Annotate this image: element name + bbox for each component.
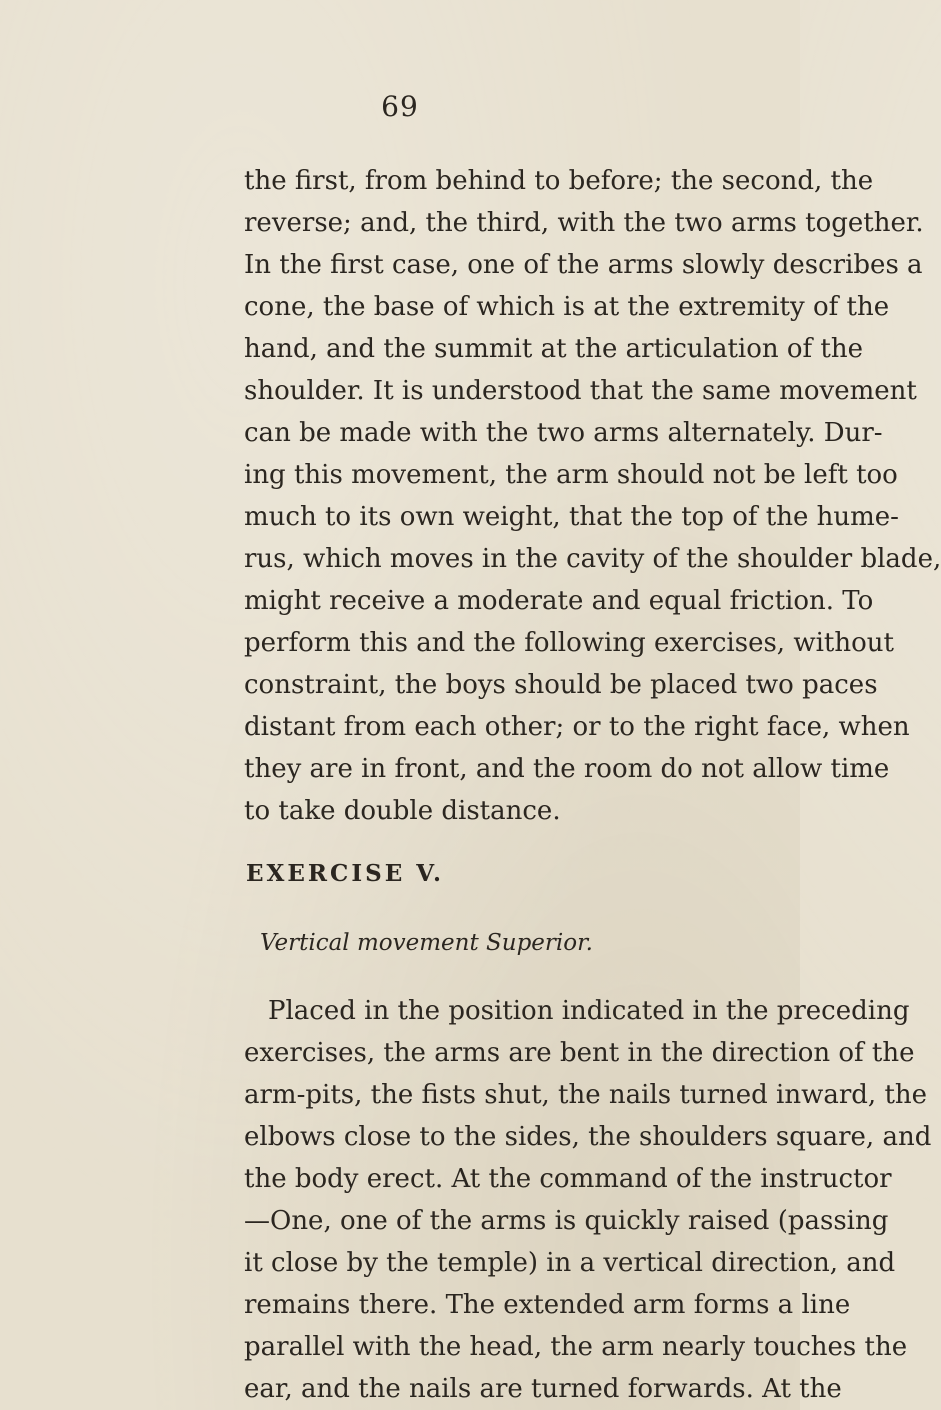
text-line: distant from each other; or to the right face, when (244, 712, 910, 742)
text-line: cone, the base of which is at the extremity of the (244, 292, 890, 322)
text-line: to take double distance. (244, 796, 561, 826)
text-line: the first, from behind to before; the second, the (244, 166, 874, 196)
text-line: much to its own weight, that the top of the hume- (244, 502, 899, 532)
text-line: hand, and the summit at the articulation of the (244, 334, 864, 364)
text-line: remains there. The extended arm forms a line (244, 1290, 851, 1320)
text-line: might receive a moderate and equal friction. To (244, 586, 874, 616)
text-line: ing this movement, the arm should not be left too (244, 460, 898, 490)
text-line: can be made with the two arms alternately. Dur- (244, 418, 883, 448)
exercise-subheading: Vertical movement Superior. (260, 930, 593, 956)
text-line: —One, one of the arms is quickly raised (passing (244, 1206, 889, 1236)
text-line: perform this and the following exercises, without (244, 628, 894, 658)
text-line: they are in front, and the room do not allow time (244, 754, 890, 784)
text-line: ear, and the nails are turned forwards. At the (244, 1374, 842, 1404)
text-line: it close by the temple) in a vertical direction, and (244, 1248, 896, 1278)
text-line: constraint, the boys should be placed two paces (244, 670, 878, 700)
text-line: parallel with the head, the arm nearly touches the (244, 1332, 908, 1362)
text-line: Placed in the position indicated in the preceding (268, 996, 910, 1026)
text-line: rus, which moves in the cavity of the shoulder blade, (244, 544, 941, 574)
text-line: the body erect. At the command of the instructor (244, 1164, 892, 1194)
exercise-heading: EXERCISE V. (246, 860, 445, 887)
text-line: shoulder. It is understood that the same movement (244, 376, 917, 406)
text-line: reverse; and, the third, with the two arms together. (244, 208, 924, 238)
text-line: In the first case, one of the arms slowly describes a (244, 250, 923, 280)
text-line: exercises, the arms are bent in the direction of the (244, 1038, 915, 1068)
text-line: elbows close to the sides, the shoulders square, and (244, 1122, 932, 1152)
text-line: arm-pits, the fists shut, the nails turned inward, the (244, 1080, 928, 1110)
page-number: 69 (381, 90, 419, 123)
